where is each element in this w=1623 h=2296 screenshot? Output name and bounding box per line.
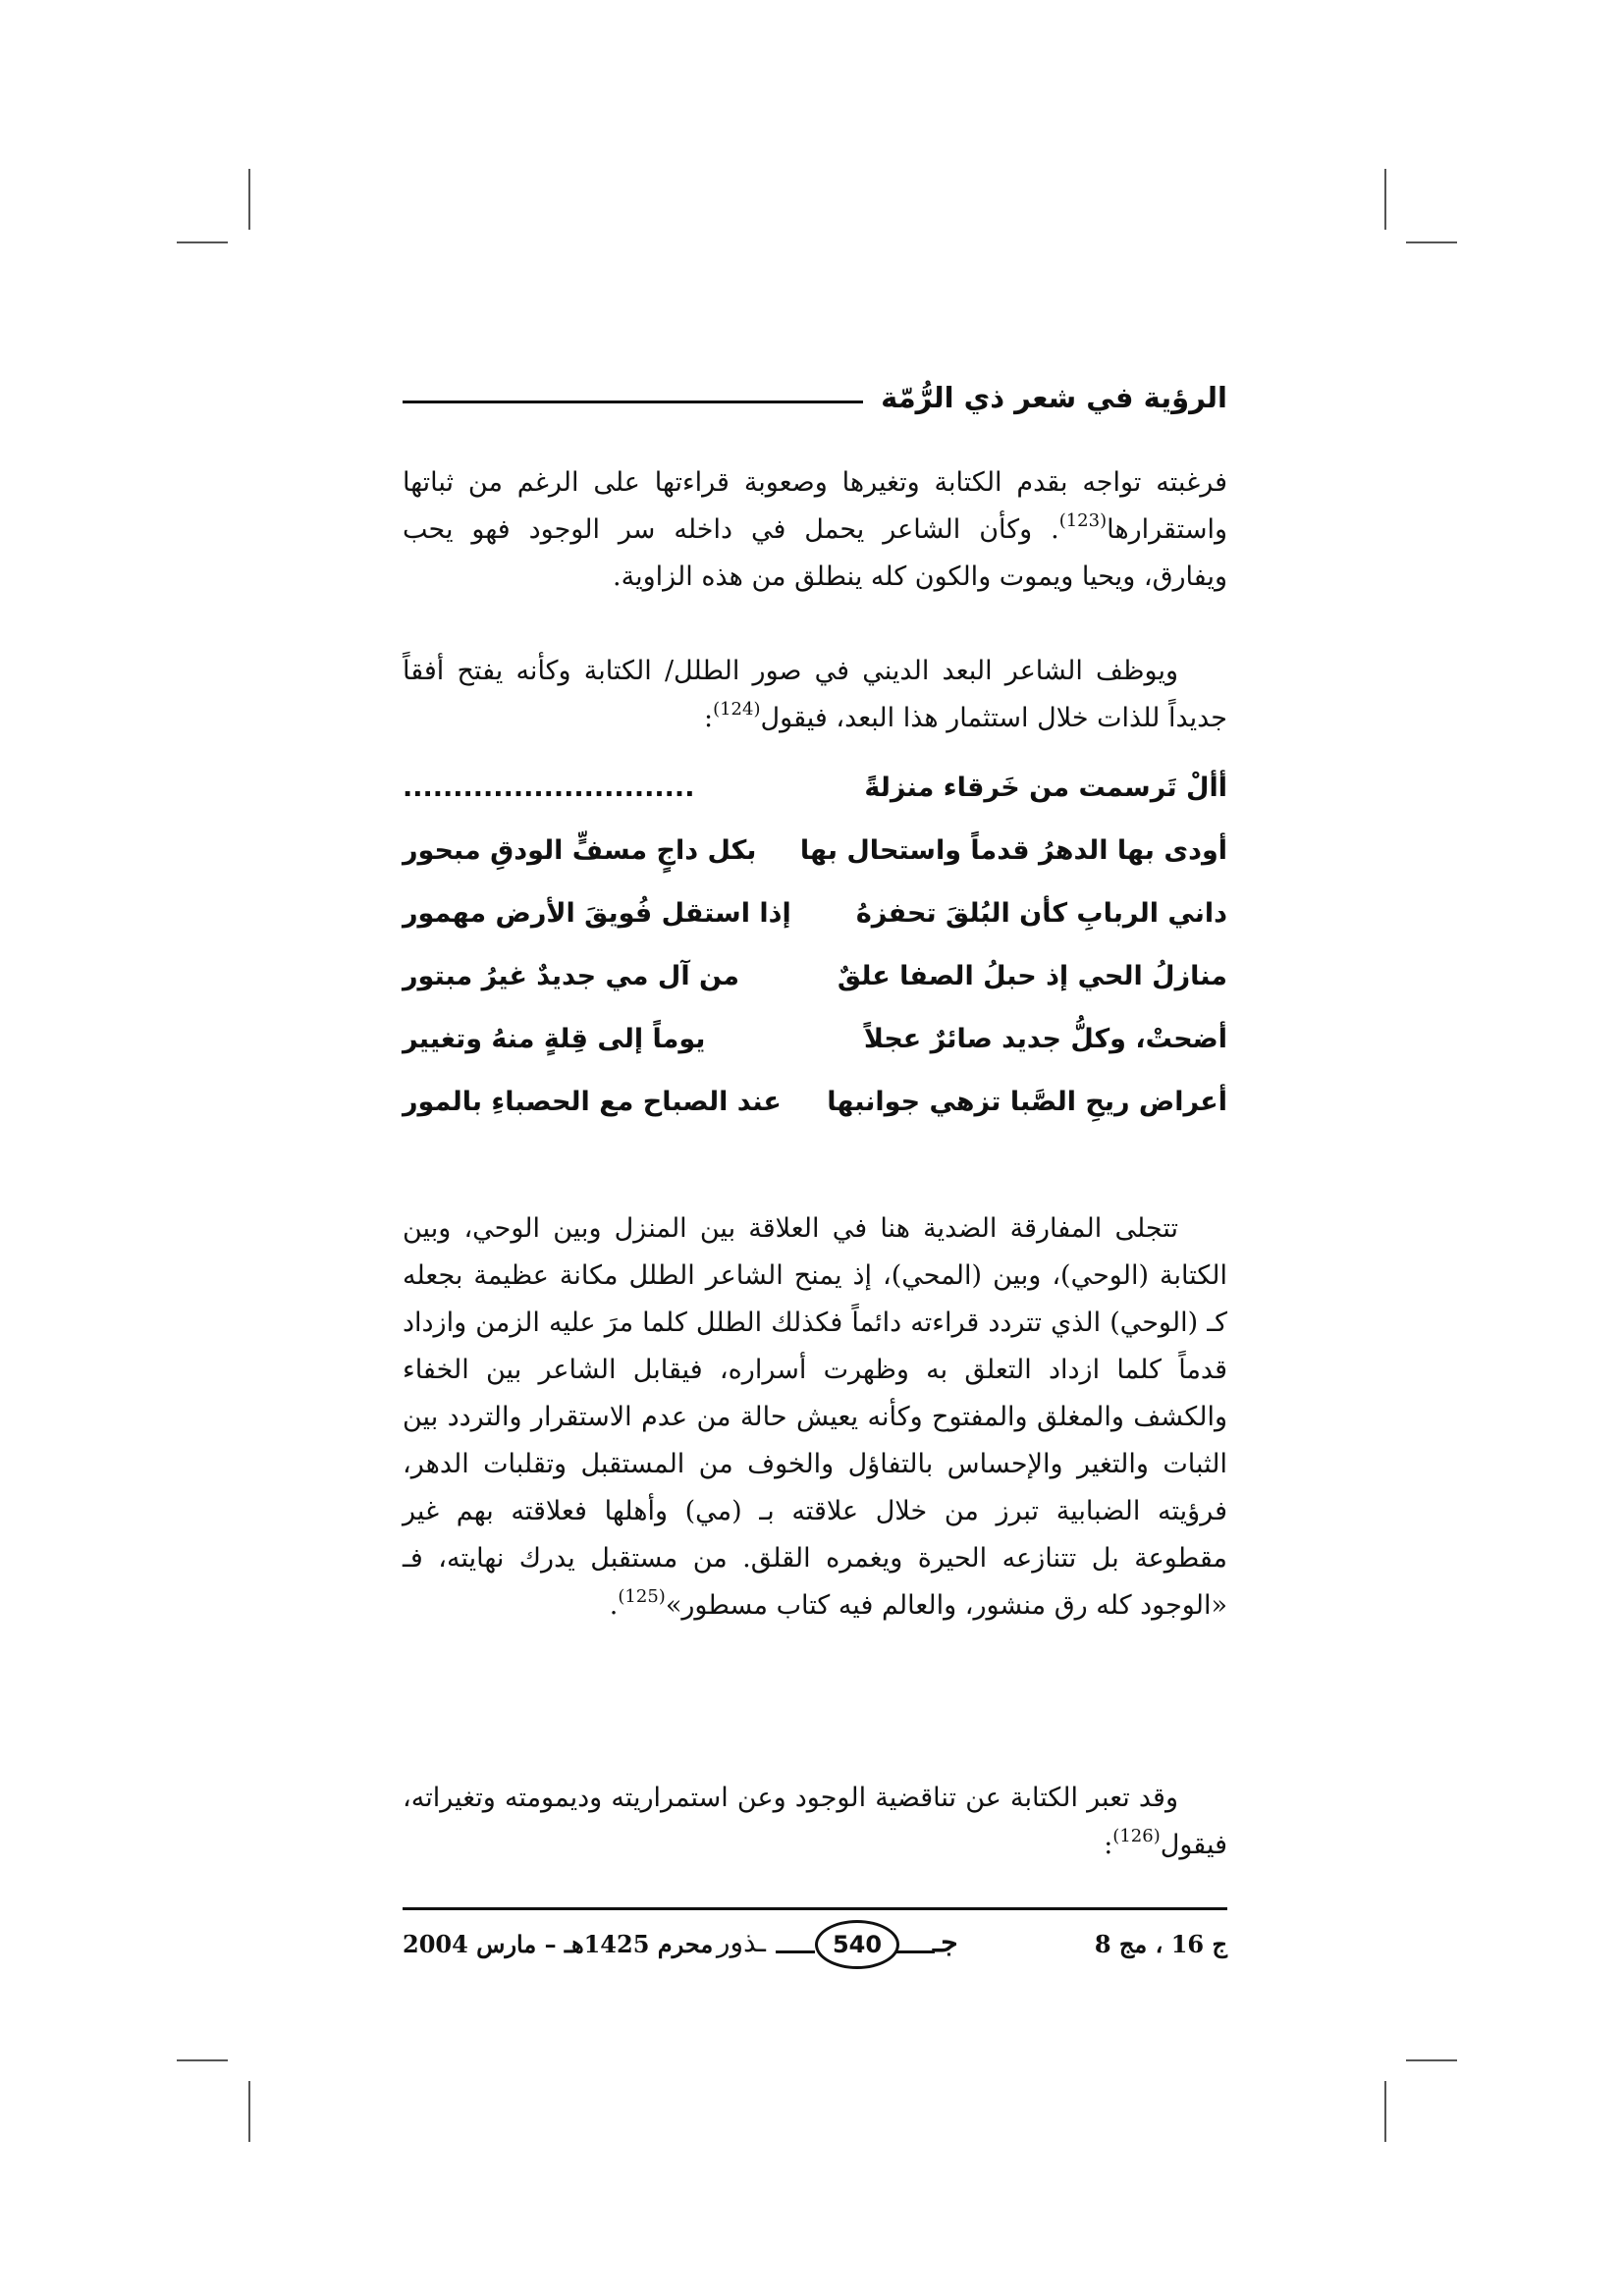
poem-verse bbox=[403, 944, 1227, 1007]
footer-rule bbox=[403, 1907, 1227, 1910]
verse-second-hemistich: عند الصباح مع الحصباءِ بالمور bbox=[403, 1086, 782, 1117]
verse-second-hemistich: يوماً إلى قِلةٍ منهُ وتغيير bbox=[403, 1023, 706, 1054]
verse-second-hemistich: من آل مي جديدٌ غيرُ مبتور bbox=[403, 960, 740, 991]
header-rule bbox=[403, 400, 863, 403]
paragraph bbox=[403, 1775, 1227, 1869]
paragraph bbox=[403, 459, 1227, 601]
verse-first-hemistich: أألْ تَرسمت من خَرقاء منزلةً bbox=[864, 772, 1227, 803]
footer-line bbox=[895, 1950, 935, 1953]
poem-verse bbox=[403, 1070, 1227, 1133]
journal-page-mark bbox=[717, 1916, 962, 1971]
verse-second-hemistich: بكل داجٍ مسفٍّ الودقِ مبحور bbox=[403, 834, 757, 866]
running-header bbox=[403, 373, 1227, 422]
verse-first-hemistich: أودى بها الدهرُ قدماً واستحال بها bbox=[799, 834, 1227, 866]
footnote-ref: (125) bbox=[618, 1586, 666, 1607]
verse-first-hemistich: أعراض ريحِ الصَّبا تزهي جوانبها bbox=[827, 1086, 1227, 1117]
verse-first-hemistich: أضحتْ، وكلُّ جديد صائرٌ عجلاً bbox=[863, 1023, 1227, 1054]
paragraph-text: : bbox=[703, 703, 714, 733]
crop-mark bbox=[1406, 2059, 1457, 2061]
verse-first-hemistich: منازلُ الحي إذ حبلُ الصفا علقٌ bbox=[837, 960, 1227, 991]
footer-line bbox=[776, 1950, 815, 1953]
paragraph bbox=[403, 648, 1227, 742]
footnote-ref: (124) bbox=[713, 699, 761, 720]
paragraph-text: ويوظف الشاعر البعد الديني في صور الطلل/ الكتابة وكأنه يفتح أفقاً جديداً للذات خلال استثمار هذا البعد، فيقول bbox=[403, 656, 1227, 733]
paragraph-text: وقد تعبر الكتابة عن تناقضية الوجود وعن استمراريته وديمومته وتغيراته، فيقول bbox=[403, 1783, 1227, 1860]
paragraph-text: . bbox=[609, 1590, 619, 1621]
footnote-ref: (123) bbox=[1058, 510, 1108, 531]
journal-name-suffix: ـذور bbox=[717, 1926, 766, 1958]
crop-mark bbox=[177, 241, 228, 243]
paragraph bbox=[403, 1205, 1227, 1629]
issue-date: محرم 1425هـ – مارس 2004 bbox=[403, 1930, 714, 1958]
issue-volume: ج 16 ، مج 8 bbox=[1094, 1930, 1227, 1958]
journal-name-prefix: جـ bbox=[933, 1926, 958, 1958]
verse-second-hemistich: إذا استقل فُويقَ الأرض مهمور bbox=[403, 897, 791, 929]
verse-first-hemistich: داني الربابِ كأن البُلقَ تحفزهُ bbox=[855, 897, 1227, 929]
crop-mark bbox=[1406, 241, 1457, 243]
page-number: 540 bbox=[815, 1920, 899, 1969]
paragraph-text: تتجلى المفارقة الضدية هنا في العلاقة بين المنزل وبين الوحي، وبين الكتابة (الوحي)، وبين (المحي)، إذ يمنح الشاعر الطلل مكانة عظيمة بجعله كـ (الوحي) الذي تتردد قراءته دائماً فكذلك الطلل كلما مرَ عليه الزمن وازداد قدماً كلما ازداد التعلق به وظهرت أسراره، فيقابل الشاعر بين الخفاء والكشف والمغلق والمفتوح وكأنه يعيش حالة من عدم الاستقرار والتردد بين الثبات والتغير والإحساس بالتفاؤل والخوف من المستقبل وتقلبات الدهر، فرؤيته الضبابية تبرز من خلال علاقته بـ (مي) وأهلها فعلاقته بهم غير مقطوعة بل تتنازعه الحيرة ويغمره القلق. من مستقبل يدرك نهايته، فـ «الوجود كله رق منشور، والعالم فيه كتاب مسطور» bbox=[403, 1213, 1227, 1621]
paragraph-text: . وكأن الشاعر يحمل في داخله سر الوجود فهو يحب ويفارق، ويحيا ويموت والكون كله ينطلق من هذه الزاوية. bbox=[403, 514, 1227, 592]
crop-mark bbox=[1384, 2081, 1386, 2142]
paragraph-text: فرغبته تواجه بقدم الكتابة وتغيرها وصعوبة قراءتها على الرغم من ثباتها واستقرارها bbox=[403, 467, 1227, 545]
page-footer bbox=[403, 1916, 1227, 1975]
poem-verse bbox=[403, 819, 1227, 881]
poem-verse bbox=[403, 881, 1227, 944]
poem bbox=[403, 756, 1227, 1133]
poem-verse bbox=[403, 1007, 1227, 1070]
footnote-ref: (126) bbox=[1112, 1826, 1161, 1846]
paragraph-text: : bbox=[1104, 1830, 1113, 1860]
verse-second-hemistich: ............................. bbox=[403, 772, 695, 803]
crop-mark bbox=[177, 2059, 228, 2061]
crop-mark bbox=[248, 169, 250, 230]
crop-mark bbox=[248, 2081, 250, 2142]
page-title: الرؤية في شعر ذي الرُّمّة bbox=[881, 381, 1227, 414]
poem-verse bbox=[403, 756, 1227, 819]
crop-mark bbox=[1384, 169, 1386, 230]
